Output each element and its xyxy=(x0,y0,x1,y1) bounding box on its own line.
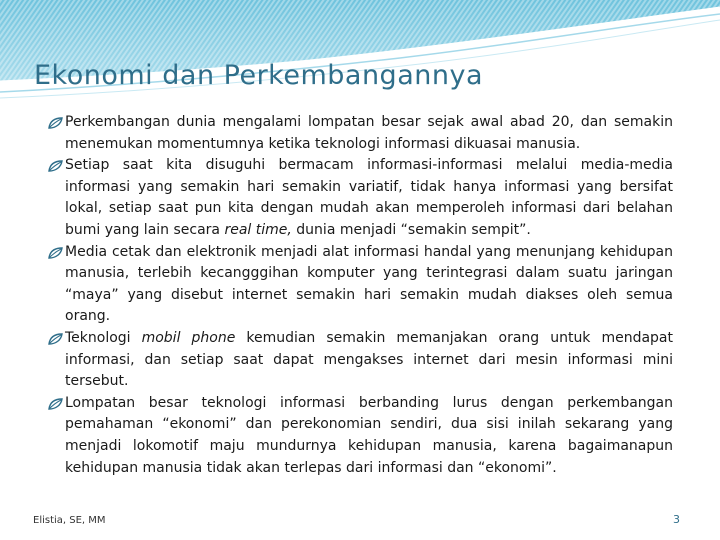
bullet-text xyxy=(65,328,673,393)
bullet-item xyxy=(47,393,673,479)
bullet-item xyxy=(47,112,673,155)
leaf-bullet-icon xyxy=(47,397,65,411)
bullet-item xyxy=(47,242,673,328)
leaf-bullet-icon xyxy=(47,332,65,346)
leaf-bullet-icon xyxy=(47,159,65,173)
bullet-item xyxy=(47,155,673,241)
bullet-text-run: Perkembangan dunia mengalami lompatan besar sejak awal abad 20, dan semakin menemukan momentumnya ketika teknologi informasi dikuasai manusia. xyxy=(65,114,673,152)
bullet-text-run: Lompatan besar teknologi informasi berbanding lurus dengan perkembangan pemahaman “ekonomi” dan perekonomian sendiri, dua sisi inilah sekarang yang menjadi lokomotif maju mundurnya kehidupan manusia, karena bagaimanapun kehidupan manusia tidak akan terlepas dari informasi dan “ekonomi”. xyxy=(65,394,673,476)
bullet-text xyxy=(65,112,673,155)
bullet-text-run: Setiap saat kita disuguhi bermacam informasi-informasi melalui media-media informasi yang semakin hari semakin variatif, tidak hanya informasi yang bersifat lokal, setiap saat pun kita dengan mudah akan memperoleh informasi dari belahan bumi yang lain secara xyxy=(65,157,673,238)
bullet-text-run: Media cetak dan elektronik menjadi alat informasi handal yang menunjang kehidupan manusia, terlebih kecangggihan komputer yang terintegrasi dalam suatu jaringan “maya” yang disebut internet semakin hari semakin mudah diakses oleh semua orang. xyxy=(65,243,673,325)
bullet-text xyxy=(65,242,673,328)
bullet-item xyxy=(47,328,673,393)
leaf-bullet-icon xyxy=(47,116,65,130)
page-number: 3 xyxy=(673,513,680,526)
bullet-text-run: Teknologi xyxy=(65,329,142,346)
slide-title: Ekonomi dan Perkembangannya xyxy=(34,60,483,91)
bullet-text-italic: real time, xyxy=(224,221,292,238)
bullet-list xyxy=(47,112,673,479)
bullet-text xyxy=(65,155,673,241)
bullet-text-italic: mobil phone xyxy=(141,329,236,346)
bullet-text-run: dunia menjadi “semakin sempit”. xyxy=(291,221,531,238)
leaf-bullet-icon xyxy=(47,246,65,260)
bullet-text xyxy=(65,393,673,479)
bullet-text-run: kemudian semakin memanjakan orang untuk mendapat informasi, dan setiap saat dapat mengakses internet dari mesin informasi mini tersebut. xyxy=(65,329,673,390)
footer-author: Elistia, SE, MM xyxy=(33,515,106,526)
